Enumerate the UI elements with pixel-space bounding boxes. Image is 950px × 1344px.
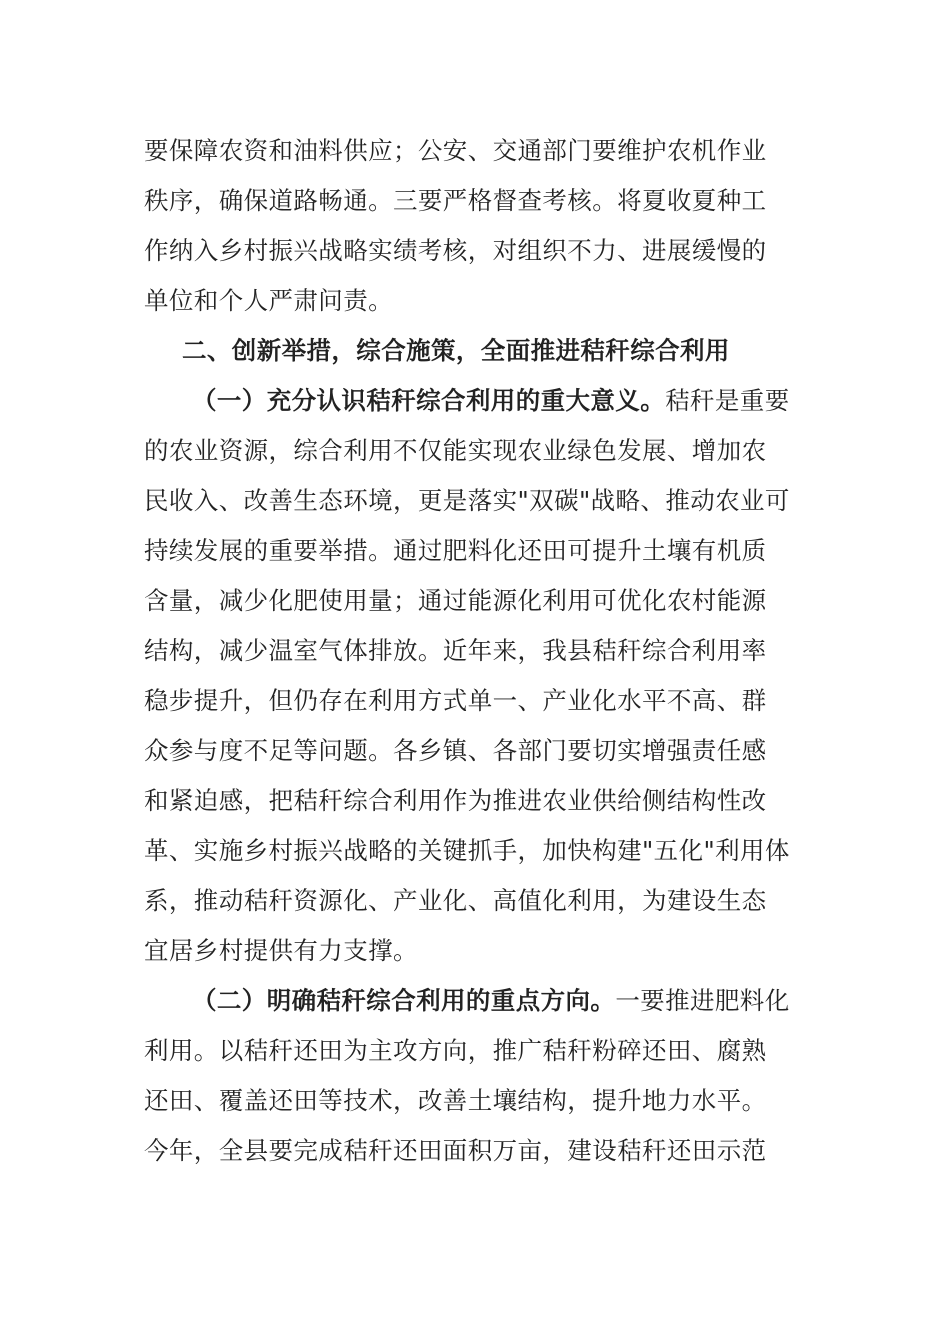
paragraph-first-line: [192, 376, 790, 426]
body-text-line: 的农业资源，综合利用不仅能实现农业绿色发展、增加农: [144, 436, 767, 465]
paragraph-heading: （一）充分认识秸秆综合利用的重大意义。: [192, 386, 666, 415]
body-text-line: 要保障农资和油料供应；公安、交通部门要维护农机作业: [144, 136, 767, 165]
body-text-line: 作纳入乡村振兴战略实绩考核，对组织不力、进展缓慢的: [144, 236, 767, 265]
body-text-line: 众参与度不足等问题。各乡镇、各部门要切实增强责任感: [144, 736, 767, 765]
body-text: 一要推进肥料化: [615, 986, 790, 1015]
body-text-line: 结构，减少温室气体排放。近年来，我县秸秆综合利用率: [144, 636, 767, 665]
section-heading: 二、创新举措，综合施策，全面推进秸秆综合利用: [182, 336, 730, 365]
body-text-line: 今年，全县要完成秸秆还田面积万亩，建设秸秆还田示范: [144, 1136, 767, 1165]
body-text-line: 稳步提升，但仍存在利用方式单一、产业化水平不高、群: [144, 686, 767, 715]
body-text-line: 含量，减少化肥使用量；通过能源化利用可优化农村能源: [144, 586, 767, 615]
body-text-line: 和紧迫感，把秸秆综合利用作为推进农业供给侧结构性改: [144, 786, 767, 815]
body-text-line: 系，推动秸秆资源化、产业化、高值化利用，为建设生态: [144, 886, 767, 915]
body-text-line: 革、实施乡村振兴战略的关键抓手，加快构建"五化"利用体: [144, 836, 790, 865]
body-text-line: 利用。以秸秆还田为主攻方向，推广秸秆粉碎还田、腐熟: [144, 1036, 767, 1065]
body-text-line: 秩序，确保道路畅通。三要严格督查考核。将夏收夏种工: [144, 186, 767, 215]
paragraph-heading: （二）明确秸秆综合利用的重点方向。: [192, 986, 616, 1015]
body-text-line: 民收入、改善生态环境，更是落实"双碳"战略、推动农业可: [144, 486, 790, 515]
body-text-line: 单位和个人严肃问责。: [144, 286, 393, 315]
body-text: 秸秆是重要: [665, 386, 790, 415]
body-text-line: 还田、覆盖还田等技术，改善土壤结构，提升地力水平。: [144, 1086, 767, 1115]
body-text-line: 宜居乡村提供有力支撑。: [144, 936, 418, 965]
body-text-line: 持续发展的重要举措。通过肥料化还田可提升土壤有机质: [144, 536, 767, 565]
paragraph-first-line: [192, 976, 790, 1026]
